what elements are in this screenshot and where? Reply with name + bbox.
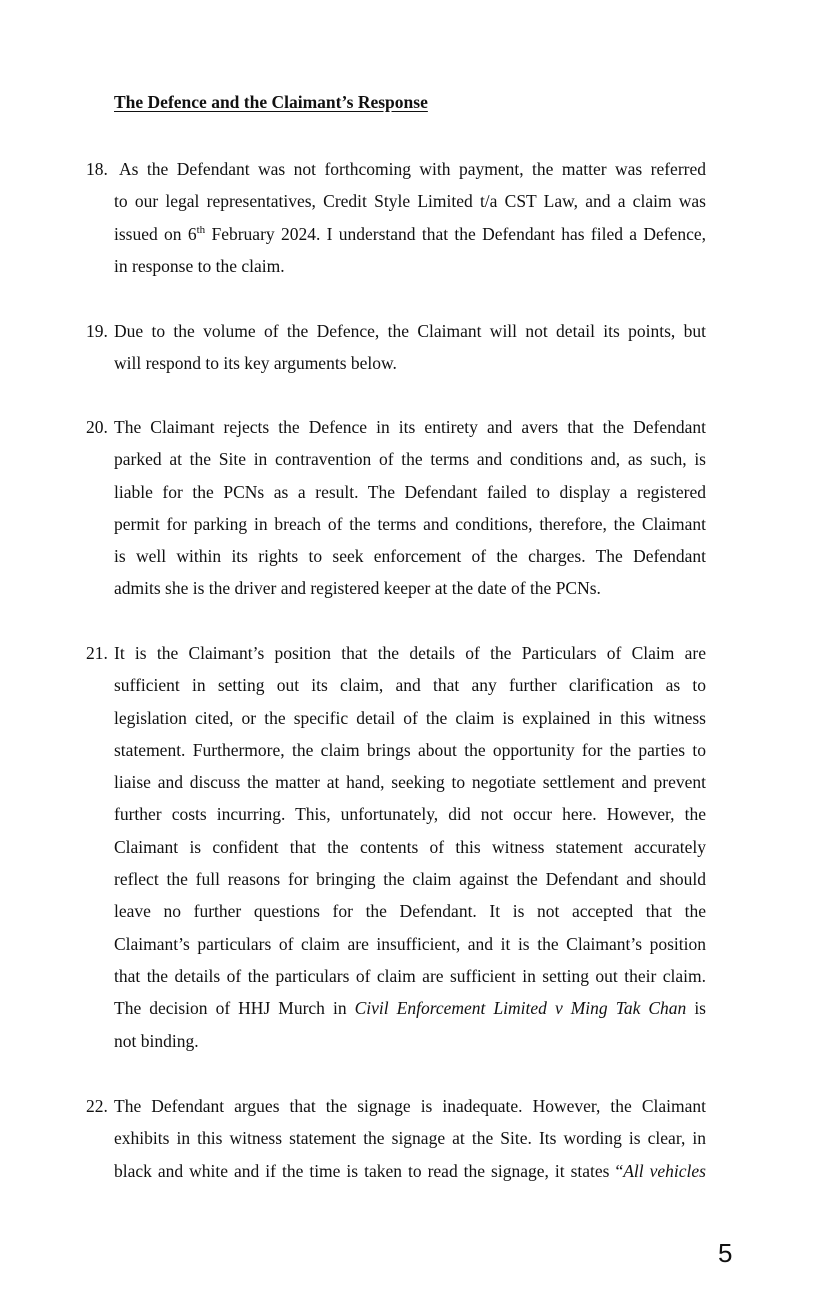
- text-run: black and white and if the time is taken to read the signage, it states “: [114, 1160, 624, 1181]
- paragraph-line: [86, 218, 706, 250]
- text-run: issued on 6: [114, 223, 197, 244]
- paragraph-20: [86, 411, 706, 605]
- paragraph-line: reflect the full reasons for bringing the claim against the Defendant and should: [114, 869, 706, 890]
- paragraph-line: not binding.: [114, 1030, 199, 1051]
- paragraph-line: parked at the Site in contravention of the terms and conditions and, as such, is: [114, 449, 706, 470]
- paragraph-number: 22.: [86, 1096, 108, 1116]
- paragraph-line: [86, 992, 706, 1024]
- paragraph-22: [86, 1090, 706, 1187]
- paragraph-19: [86, 315, 706, 380]
- paragraph-number: 21.: [86, 643, 108, 663]
- paragraph-line: permit for parking in breach of the terms and conditions, therefore, the Claimant: [114, 513, 706, 534]
- paragraph-number: 19.: [86, 321, 108, 341]
- paragraph-18: [86, 153, 706, 282]
- paragraph-line: Claimant’s particulars of claim are insufficient, and it is the Claimant’s position: [114, 933, 706, 954]
- superscript: th: [196, 223, 206, 236]
- quoted-text: All vehicles: [623, 1160, 706, 1181]
- paragraph-21: [86, 637, 706, 1057]
- text-run: February 2024. I understand that the Defendant has filed a Defence,: [205, 223, 706, 244]
- section-heading: The Defence and the Claimant’s Response: [114, 92, 428, 112]
- paragraph-line: legislation cited, or the specific detail of the claim is explained in this witness: [114, 707, 706, 728]
- case-citation: Civil Enforcement Limited v Ming Tak Chan: [354, 998, 687, 1019]
- page-number: 5: [718, 1238, 733, 1268]
- paragraph-line: further costs incurring. This, unfortunately, did not occur here. However, the: [114, 804, 706, 825]
- paragraph-line: is well within its rights to seek enforcement of the charges. The Defendant: [114, 546, 706, 567]
- paragraph-line: Claimant is confident that the contents of this witness statement accurately: [114, 836, 706, 857]
- paragraph-line: will respond to its key arguments below.: [114, 353, 397, 374]
- paragraph-line: The Claimant rejects the Defence in its entirety and avers that the Defendant: [114, 417, 706, 437]
- paragraph-line: As the Defendant was not forthcoming with payment, the matter was referred: [119, 159, 706, 179]
- paragraph-line: admits she is the driver and registered keeper at the date of the PCNs.: [114, 578, 601, 599]
- paragraph-line: exhibits in this witness statement the signage at the Site. Its wording is clear, in: [114, 1128, 706, 1149]
- text-run: is: [686, 998, 706, 1019]
- text-run: The decision of HHJ Murch in: [114, 998, 355, 1019]
- paragraph-line: statement. Furthermore, the claim brings about the opportunity for the parties to: [114, 739, 706, 760]
- paragraph-line: It is the Claimant’s position that the details of the Particulars of Claim are: [114, 643, 706, 663]
- paragraph-line: leave no further questions for the Defendant. It is not accepted that the: [114, 901, 706, 922]
- paragraph-line: sufficient in setting out its claim, and that any further clarification as to: [114, 675, 706, 696]
- paragraph-line: liable for the PCNs as a result. The Defendant failed to display a registered: [114, 481, 706, 502]
- paragraph-line: liaise and discuss the matter at hand, seeking to negotiate settlement and prevent: [114, 772, 706, 793]
- paragraph-number: 18.: [86, 159, 108, 179]
- paragraph-line: Due to the volume of the Defence, the Claimant will not detail its points, but: [114, 321, 706, 341]
- paragraph-line: to our legal representatives, Credit Style Limited t/a CST Law, and a claim was: [114, 191, 706, 212]
- paragraph-line: that the details of the particulars of claim are sufficient in setting out their claim.: [114, 965, 706, 986]
- paragraph-line: in response to the claim.: [114, 255, 285, 276]
- paragraph-line: [86, 1155, 706, 1187]
- paragraph-line: The Defendant argues that the signage is inadequate. However, the Claimant: [114, 1096, 706, 1116]
- paragraph-number: 20.: [86, 417, 108, 437]
